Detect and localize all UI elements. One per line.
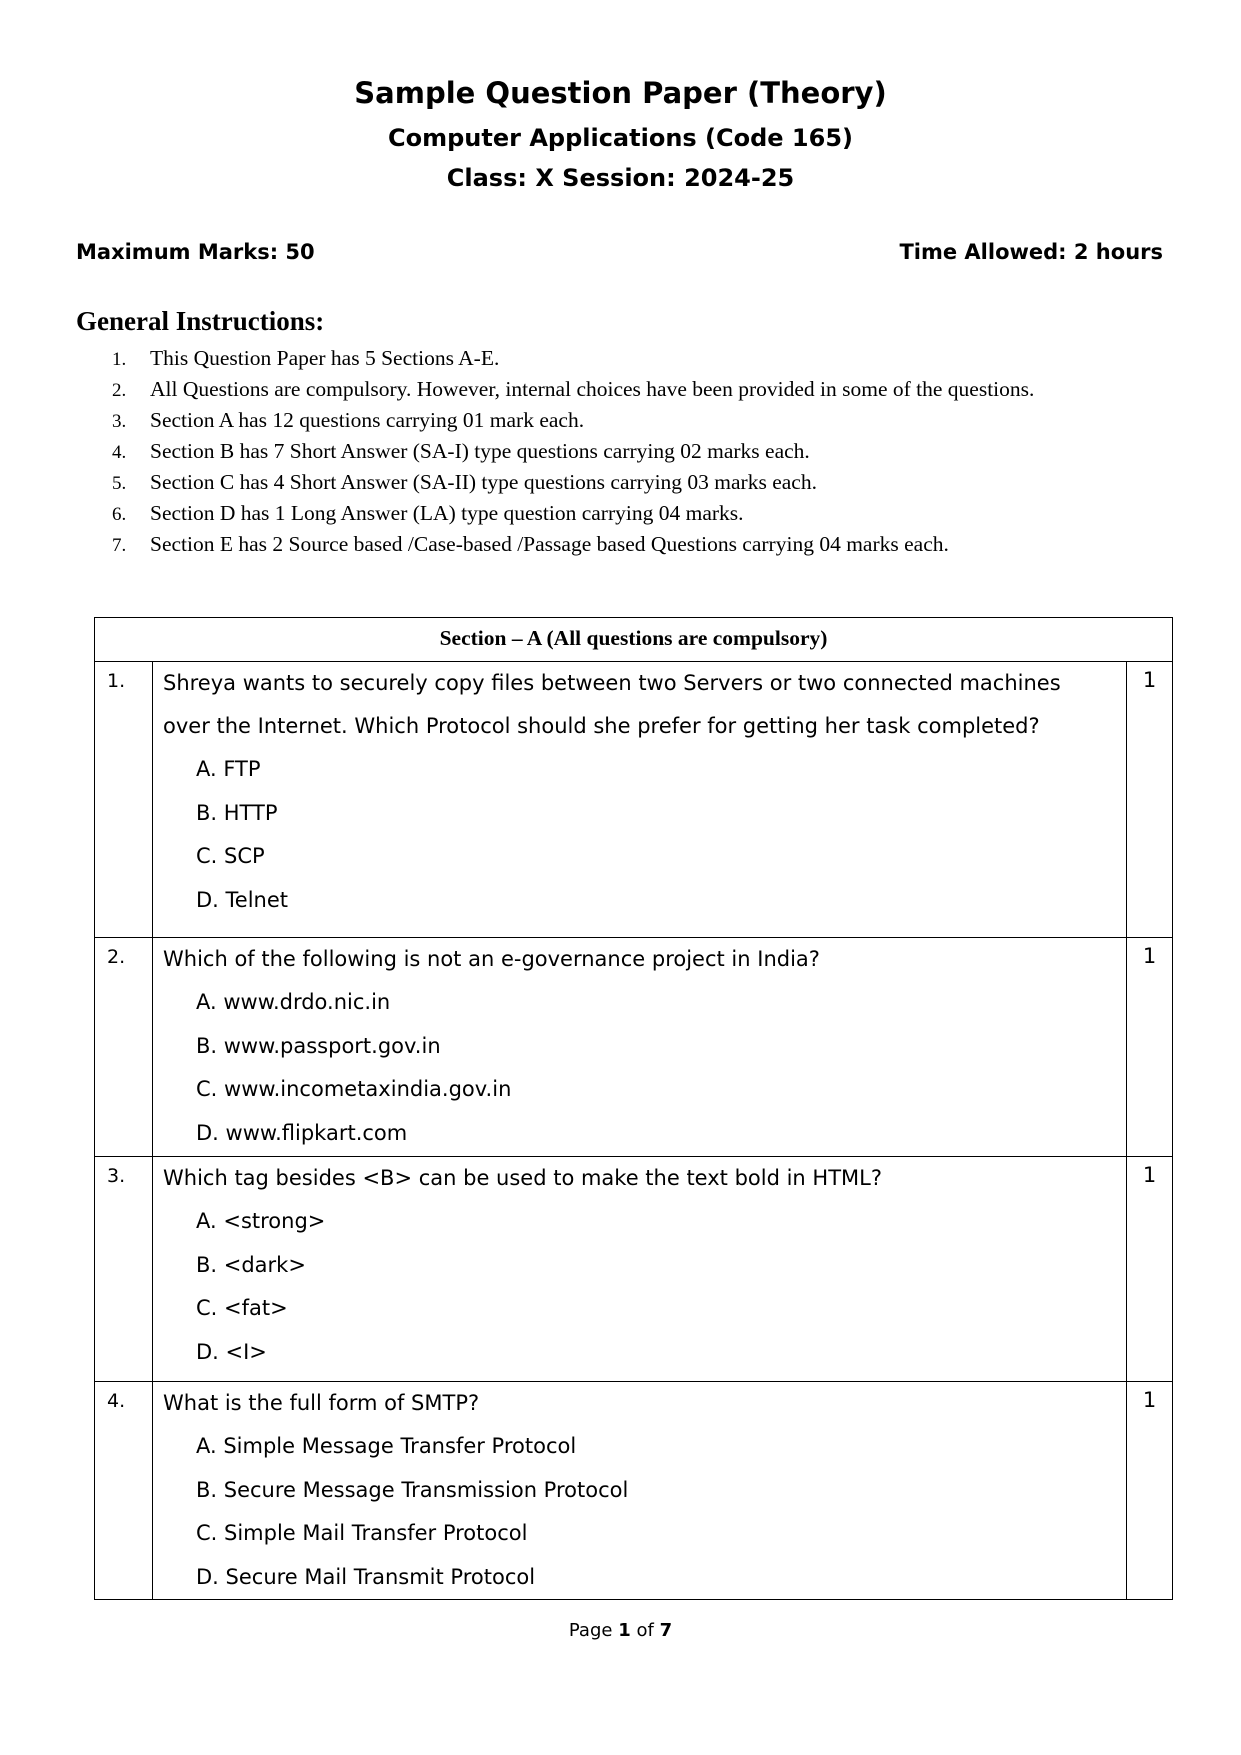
instruction-number: 6.: [112, 504, 127, 525]
question-text-line: Which tag besides <B> can be used to make the text bold in HTML?: [163, 1166, 882, 1190]
question-table: [94, 617, 1173, 1600]
section-heading: Section – A (All questions are compulsory): [95, 618, 1173, 662]
option-c: C. <fat>: [196, 1296, 288, 1320]
instruction-item: [112, 436, 1034, 467]
instruction-number: 1.: [112, 349, 127, 370]
question-number: 3.: [95, 1157, 153, 1382]
paper-subject: Computer Applications (Code 165): [388, 124, 853, 152]
instruction-text: This Question Paper has 5 Sections A-E.: [150, 346, 500, 370]
general-instructions-title: General Instructions:: [76, 306, 325, 336]
instruction-number: 2.: [112, 380, 127, 401]
instruction-number: 4.: [112, 442, 127, 463]
option-b: B. www.passport.gov.in: [196, 1033, 441, 1058]
instruction-text: Section E has 2 Source based /Case-based /Passage based Questions carrying 04 marks each.: [150, 532, 949, 556]
max-marks: Maximum Marks: 50: [76, 240, 315, 264]
question-row: [95, 1157, 1173, 1382]
page-current: 1: [618, 1620, 631, 1641]
general-instructions-list: [112, 343, 1034, 560]
question-number: 4.: [95, 1382, 153, 1600]
option-b: B. HTTP: [196, 800, 278, 825]
question-body: [153, 938, 1127, 1157]
time-allowed: Time Allowed: 2 hours: [899, 240, 1163, 264]
page-label: Page: [568, 1620, 613, 1641]
option-c: C. Simple Mail Transfer Protocol: [196, 1521, 528, 1545]
instruction-item: [112, 467, 1034, 498]
instruction-item: [112, 374, 1034, 405]
question-marks: 1: [1127, 1382, 1173, 1600]
option-b: B. Secure Message Transmission Protocol: [196, 1477, 629, 1502]
paper-class-session: Class: X Session: 2024-25: [446, 164, 795, 192]
instruction-text: Section C has 4 Short Answer (SA-II) type questions carrying 03 marks each.: [150, 470, 817, 494]
question-text-line: Shreya wants to securely copy files between two Servers or two connected machines: [163, 671, 1061, 695]
question-text-line: What is the full form of SMTP?: [163, 1391, 480, 1415]
option-a: A. FTP: [196, 757, 261, 781]
question-marks: 1: [1127, 1157, 1173, 1382]
instruction-item: [112, 405, 1034, 436]
paper-title: Sample Question Paper (Theory): [354, 76, 887, 110]
page-of: of: [636, 1620, 654, 1641]
question-marks: 1: [1127, 662, 1173, 938]
question-row: [95, 938, 1173, 1157]
option-c: C. SCP: [196, 844, 265, 868]
question-body: [153, 662, 1127, 938]
option-d: D. <I>: [196, 1339, 267, 1364]
instruction-item: [112, 498, 1034, 529]
instruction-text: Section B has 7 Short Answer (SA-I) type questions carrying 02 marks each.: [150, 439, 810, 463]
question-body: [153, 1157, 1127, 1382]
question-number: 2.: [95, 938, 153, 1157]
option-d: D. Secure Mail Transmit Protocol: [196, 1564, 536, 1589]
page-total: 7: [659, 1620, 673, 1641]
question-marks: 1: [1127, 938, 1173, 1157]
instruction-number: 5.: [112, 473, 127, 494]
section-header-row: [95, 618, 1173, 662]
instruction-text: Section A has 12 questions carrying 01 mark each.: [150, 408, 585, 432]
question-row: [95, 1382, 1173, 1600]
option-a: A. Simple Message Transfer Protocol: [196, 1434, 577, 1458]
option-d: D. www.flipkart.com: [196, 1120, 408, 1145]
option-d: D. Telnet: [196, 887, 288, 912]
option-c: C. www.incometaxindia.gov.in: [196, 1077, 512, 1101]
question-text-line: Which of the following is not an e-governance project in India?: [163, 947, 820, 971]
instruction-text: Section D has 1 Long Answer (LA) type question carrying 04 marks.: [150, 501, 744, 525]
instruction-number: 7.: [112, 535, 127, 556]
question-text-line: over the Internet. Which Protocol should she prefer for getting her task completed?: [163, 714, 1040, 738]
option-a: A. <strong>: [196, 1209, 326, 1233]
instruction-number: 3.: [112, 411, 127, 432]
instruction-item: [112, 343, 1034, 374]
page-footer: [0, 1620, 1241, 1641]
question-row: [95, 662, 1173, 938]
question-number: 1.: [95, 662, 153, 938]
option-a: A. www.drdo.nic.in: [196, 990, 391, 1014]
option-b: B. <dark>: [196, 1252, 306, 1277]
instruction-text: All Questions are compulsory. However, internal choices have been provided in some of the questions.: [150, 377, 1035, 401]
question-body: [153, 1382, 1127, 1600]
instruction-item: [112, 529, 1034, 560]
